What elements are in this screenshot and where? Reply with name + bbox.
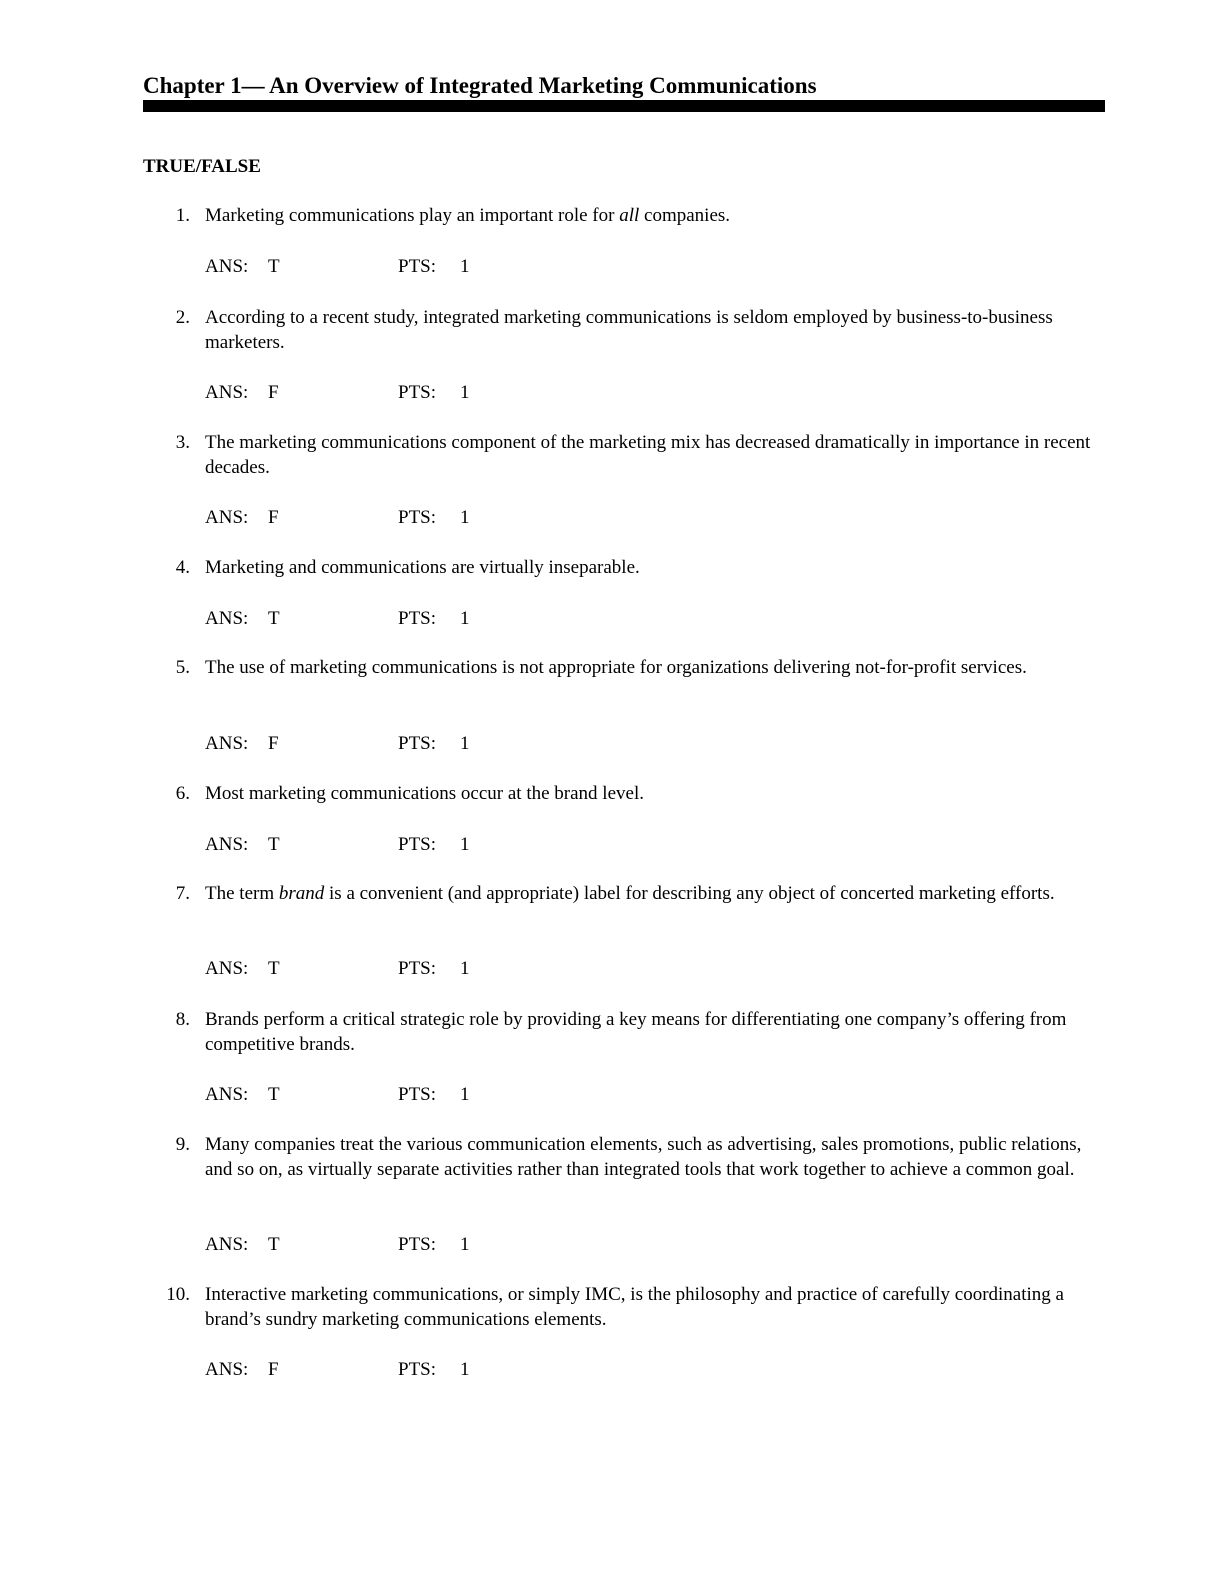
question-text-emphasis: brand (278, 883, 325, 904)
question-text (205, 881, 1105, 906)
ans-label: ANS: (205, 834, 249, 855)
pts-value: 1 (460, 958, 470, 979)
question-text-emphasis: all (619, 205, 640, 226)
ans-label: ANS: (205, 1234, 249, 1255)
pts-value: 1 (460, 733, 470, 754)
question-text-segment: Marketing and communications are virtually inseparable. (205, 557, 640, 578)
pts-value: 1 (460, 1234, 470, 1255)
ans-value: F (268, 733, 279, 754)
question-text-segment: is a convenient (and appropriate) label for describing any object of concerted marketing efforts. (324, 883, 1055, 904)
question-text-segment: Interactive marketing communications, or simply IMC, is the philosophy and practice of carefully coordinating a brand’s sundry marketing communications elements. (205, 1284, 1064, 1330)
question-number: 1. (175, 205, 190, 226)
pts-value: 1 (460, 256, 470, 277)
ans-label: ANS: (205, 382, 249, 403)
ans-value: T (268, 1234, 280, 1255)
pts-label: PTS: (398, 382, 437, 403)
question-text (205, 555, 1105, 580)
question-number: 6. (175, 783, 190, 804)
chapter-title: Chapter 1— An Overview of Integrated Marketing Communications (143, 73, 817, 98)
question-number: 3. (175, 432, 190, 453)
ans-label: ANS: (205, 958, 249, 979)
question-number: 9. (175, 1134, 190, 1155)
pts-label: PTS: (398, 733, 437, 754)
pts-value: 1 (460, 1359, 470, 1380)
question-text-segment: The marketing communications component of the marketing mix has decreased dramatically in importance in recent decades. (205, 432, 1091, 478)
question-text (205, 305, 1105, 355)
question-text (205, 203, 1105, 228)
ans-label: ANS: (205, 1084, 249, 1105)
question-number: 10. (166, 1284, 190, 1305)
question-text (205, 781, 1105, 806)
question-text-segment: Many companies treat the various communication elements, such as advertising, sales promotions, public relations, and so on, as virtually separate activities rather than integrated tools that work together to achieve a common goal. (205, 1134, 1082, 1180)
question-text-segment: companies. (639, 205, 731, 226)
pts-value: 1 (460, 507, 470, 528)
title-rule (143, 100, 1105, 112)
question-text (205, 1282, 1105, 1332)
section-heading: TRUE/FALSE (143, 156, 261, 177)
ans-value: T (268, 608, 280, 629)
question-number: 2. (175, 307, 190, 328)
question-text-segment: Most marketing communications occur at the brand level. (205, 783, 644, 804)
pts-label: PTS: (398, 1234, 437, 1255)
question-text (205, 655, 1105, 680)
question-text (205, 430, 1105, 480)
ans-label: ANS: (205, 1359, 249, 1380)
pts-label: PTS: (398, 256, 437, 277)
ans-value: F (268, 382, 279, 403)
ans-value: T (268, 1084, 280, 1105)
question-number: 8. (175, 1009, 190, 1030)
pts-label: PTS: (398, 608, 437, 629)
pts-label: PTS: (398, 834, 437, 855)
pts-label: PTS: (398, 507, 437, 528)
question-text (205, 1132, 1105, 1182)
question-text-segment: The use of marketing communications is not appropriate for organizations delivering not-for-profit services. (205, 657, 1027, 678)
ans-label: ANS: (205, 608, 249, 629)
ans-label: ANS: (205, 733, 249, 754)
ans-label: ANS: (205, 256, 249, 277)
question-text (205, 1007, 1105, 1057)
question-text-segment: According to a recent study, integrated marketing communications is seldom employed by business-to-business marketers. (205, 307, 1053, 353)
ans-value: F (268, 507, 279, 528)
pts-value: 1 (460, 382, 470, 403)
question-number: 4. (175, 557, 190, 578)
ans-value: T (268, 834, 280, 855)
question-text-segment: Brands perform a critical strategic role by providing a key means for differentiating one company’s offering from competitive brands. (205, 1009, 1067, 1055)
question-number: 7. (175, 883, 190, 904)
pts-value: 1 (460, 834, 470, 855)
pts-label: PTS: (398, 958, 437, 979)
question-text-segment: Marketing communications play an important role for (205, 205, 620, 226)
ans-value: F (268, 1359, 279, 1380)
pts-label: PTS: (398, 1084, 437, 1105)
ans-value: T (268, 958, 280, 979)
pts-label: PTS: (398, 1359, 437, 1380)
pts-value: 1 (460, 608, 470, 629)
question-text-segment: The term (205, 883, 279, 904)
pts-value: 1 (460, 1084, 470, 1105)
ans-label: ANS: (205, 507, 249, 528)
question-number: 5. (175, 657, 190, 678)
ans-value: T (268, 256, 280, 277)
